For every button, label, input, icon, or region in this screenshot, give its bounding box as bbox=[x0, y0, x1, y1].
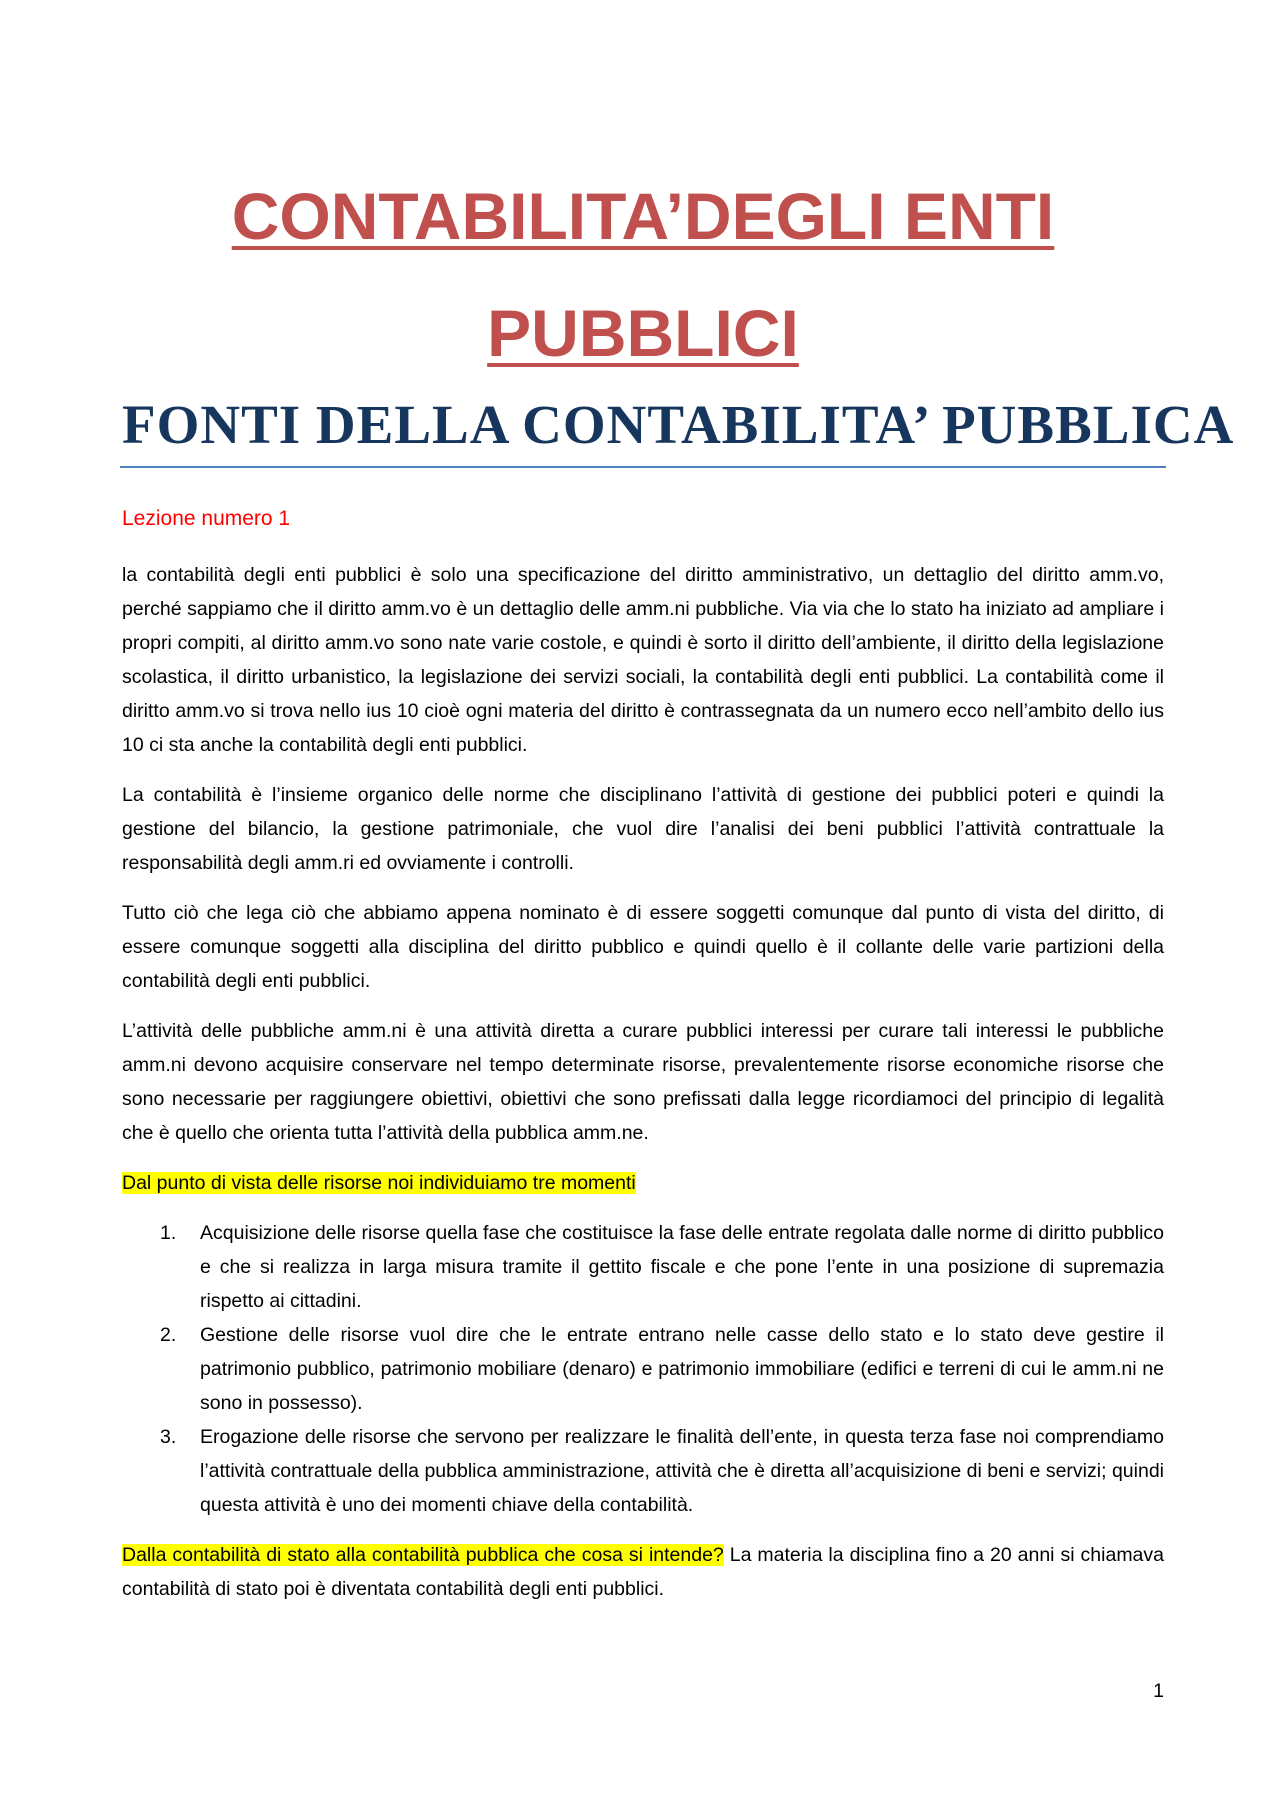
document-body bbox=[122, 558, 1164, 1622]
closing-text: La materia la disciplina fino a 20 anni si chiamava contabilità di stato poi è diventata contabilità degli enti pubblici. bbox=[122, 1544, 1164, 1600]
document-title bbox=[122, 158, 1164, 392]
page-number: 1 bbox=[1153, 1680, 1164, 1702]
closing-paragraph bbox=[122, 1538, 1164, 1606]
body-paragraph: L’attività delle pubbliche amm.ni è una attività diretta a curare pubblici interessi per curare tali interessi le pubbliche amm.ni devono acquisire conservare nel tempo determinate risorse, prevalentemente risorse economiche risorse che sono necessarie per raggiungere obiettivi, obiettivi che sono prefissati dalla legge ricordiamoci del principio di legalità che è quello che orienta tutta l’attività della pubblica amm.ne. bbox=[122, 1020, 1164, 1144]
list-item-text: Gestione delle risorse vuol dire che le entrate entrano nelle casse dello stato e lo stato deve gestire il patrimonio pubblico, patrimonio mobiliare (denaro) e patrimonio immobiliare (edifici e terreni di cui le amm.ni ne sono in possesso). bbox=[200, 1324, 1164, 1414]
list-item bbox=[160, 1216, 1164, 1318]
highlighted-intro: Dal punto di vista delle risorse noi individuiamo tre momenti bbox=[122, 1172, 636, 1194]
body-paragraph: la contabilità degli enti pubblici è solo una specificazione del diritto amministrativo, un dettaglio del diritto amm.vo, perché sappiamo che il diritto amm.vo è un dettaglio delle amm.ni pubbliche. Via via che lo stato ha iniziato ad ampliare i propri compiti, al diritto amm.vo sono nate varie costole, e quindi è sorto il diritto dell’ambiente, il diritto della legislazione scolastica, il diritto urbanistico, la legislazione dei servizi sociali, la contabilità degli enti pubblici. La contabilità come il diritto amm.vo si trova nello ius 10 cioè ogni materia del diritto è contrassegnata da un numero ecco nell’ambito dello ius 10 ci sta anche la contabilità degli enti pubblici. bbox=[122, 564, 1164, 756]
highlight-intro-paragraph bbox=[122, 1166, 1164, 1200]
list-item-number: 3. bbox=[160, 1426, 177, 1448]
lesson-label: Lezione numero 1 bbox=[122, 507, 291, 530]
list-item bbox=[160, 1318, 1164, 1420]
list-item bbox=[160, 1420, 1164, 1522]
body-paragraph: La contabilità è l’insieme organico delle norme che disciplinano l’attività di gestione dei pubblici poteri e quindi la gestione del bilancio, la gestione patrimoniale, che vuol dire l’analisi dei beni pubblici l’attività contrattuale la responsabilità degli amm.ri ed ovviamente i controlli. bbox=[122, 784, 1164, 874]
section-heading: FONTI DELLA CONTABILITA’ PUBBLICA bbox=[122, 394, 1235, 455]
heading-underline-rule bbox=[120, 466, 1166, 468]
list-item-number: 2. bbox=[160, 1324, 177, 1346]
resource-phases-list bbox=[122, 1216, 1164, 1522]
document-title-line-2: PUBBLICI bbox=[487, 296, 799, 370]
list-item-number: 1. bbox=[160, 1222, 177, 1244]
highlighted-question: Dalla contabilità di stato alla contabilità pubblica che cosa si intende? bbox=[122, 1544, 724, 1566]
document-title-line-1: CONTABILITA’DEGLI ENTI bbox=[231, 179, 1055, 253]
body-paragraph: Tutto ciò che lega ciò che abbiamo appena nominato è di essere soggetti comunque dal punto di vista del diritto, di essere comunque soggetti alla disciplina del diritto pubblico e quindi quello è il collante delle varie partizioni della contabilità degli enti pubblici. bbox=[122, 902, 1164, 992]
list-item-text: Erogazione delle risorse che servono per realizzare le finalità dell’ente, in questa terza fase noi comprendiamo l’attività contrattuale della pubblica amministrazione, attività che è diretta all’acquisizione di beni e servizi; quindi questa attività è uno dei momenti chiave della contabilità. bbox=[200, 1426, 1164, 1516]
list-item-text: Acquisizione delle risorse quella fase che costituisce la fase delle entrate regolata dalle norme di diritto pubblico e che si realizza in larga misura tramite il gettito fiscale e che pone l’ente in una posizione di supremazia rispetto ai cittadini. bbox=[200, 1222, 1164, 1312]
